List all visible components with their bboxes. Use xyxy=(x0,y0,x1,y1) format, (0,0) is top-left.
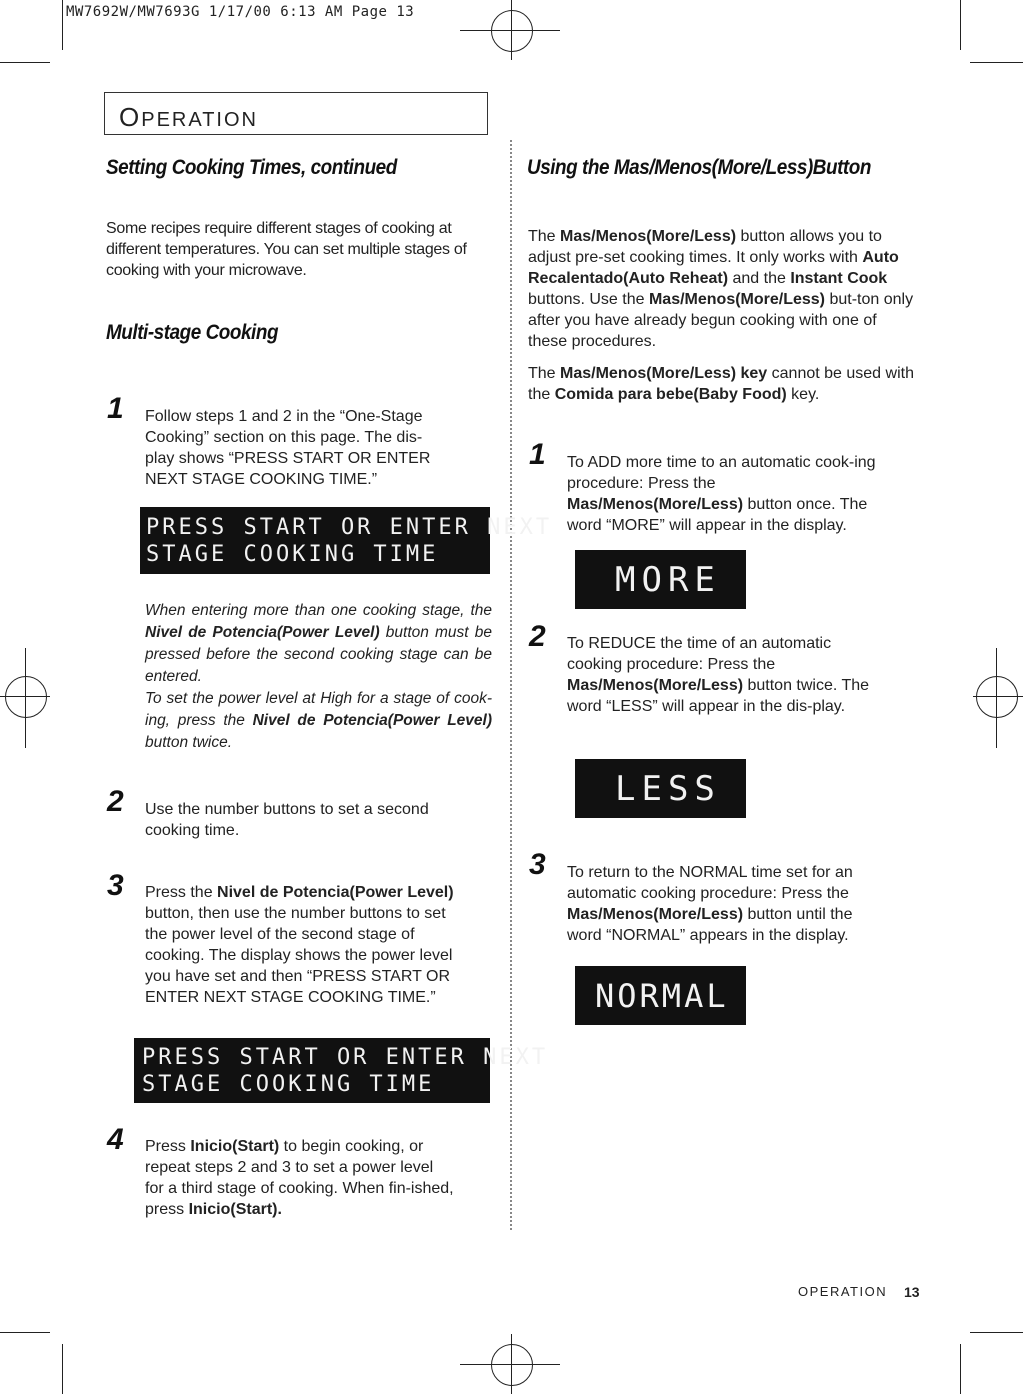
step-text: Follow steps 1 and 2 in the “One-Stage Cooking” section on this page. The dis-play shows “PRESS START OR ENTER NEXT STAGE COOKING TIME.” xyxy=(145,408,431,488)
step-number: 1 xyxy=(107,392,124,425)
step-number: 2 xyxy=(529,620,546,653)
note-text: When entering more than one cooking stage, the Nivel de Potencia(Power Level) button must be pressed before the second cooking stage can be entered. xyxy=(145,602,492,685)
crop-mark xyxy=(970,1332,1023,1333)
step-text: Press the Nivel de Potencia(Power Level) button, then use the number buttons to set the power level of the second stage of cooking. The display shows the power level you have set and then “PRESS START OR ENTER NEXT STAGE COOKING TIME.” xyxy=(145,884,454,1006)
right-paragraph: The Mas/Menos(More/Less) button allows you to adjust pre-set cooking times. It only works with Auto Recalentado(Auto Reheat) and the Instant Cook buttons. Use the Mas/Menos(More/Less) but-ton only after you have already begun cooking with one of these procedures. xyxy=(528,228,914,350)
section-title: OPERATION xyxy=(119,102,258,132)
registration-mark-top xyxy=(491,10,533,52)
step-text: To ADD more time to an automatic cook-ing procedure: Press the Mas/Menos(More/Less) button once. The word “MORE” will appear in the display. xyxy=(567,454,876,534)
crop-mark xyxy=(960,1344,961,1394)
lcd-line: MORE xyxy=(615,560,721,600)
registration-mark-top-h xyxy=(460,30,560,31)
step-number: 3 xyxy=(529,848,546,881)
crop-mark xyxy=(960,0,961,50)
step-text: Use the number buttons to set a second cooking time. xyxy=(145,801,429,839)
crop-mark xyxy=(62,1344,63,1394)
registration-mark-left xyxy=(5,676,47,718)
footer-label: OPERATION xyxy=(798,1284,888,1299)
right-title: Using the Mas/Menos(More/Less)Button xyxy=(527,156,871,179)
step-number: 3 xyxy=(107,869,124,902)
lcd-line: STAGE COOKING TIME xyxy=(146,542,439,567)
step-text: To return to the NORMAL time set for an automatic cooking procedure: Press the Mas/Menos(More/Less) button until the word “NORMAL” appears in the display. xyxy=(567,864,853,944)
crop-mark xyxy=(0,1332,50,1333)
page-number: 13 xyxy=(904,1284,920,1300)
registration-mark-right-h xyxy=(973,696,1023,697)
step-text: Press Inicio(Start) to begin cooking, or repeat steps 2 and 3 to set a power level for a third stage of cooking. When fin-ished, press Inicio(Start). xyxy=(145,1138,454,1218)
left-title: Setting Cooking Times, continued xyxy=(106,156,397,179)
registration-mark-right-v xyxy=(996,648,997,748)
step-number: 2 xyxy=(107,785,124,818)
registration-mark-bottom-v xyxy=(511,1334,512,1394)
lcd-display xyxy=(575,550,746,609)
lcd-display xyxy=(140,507,553,574)
left-intro: Some recipes require different stages of cooking at different temperatures. You can set multiple stages of cooking with your microwave. xyxy=(106,220,467,279)
lcd-line: LESS xyxy=(615,769,721,809)
crop-mark xyxy=(0,62,50,63)
registration-mark-top-v xyxy=(511,0,512,60)
lcd-display xyxy=(575,966,746,1025)
lcd-display xyxy=(134,1038,549,1103)
lcd-display xyxy=(575,759,746,818)
left-subtitle: Multi-stage Cooking xyxy=(106,321,279,344)
step-number: 4 xyxy=(107,1123,124,1156)
lcd-line: PRESS START OR ENTER NEXT xyxy=(146,515,553,540)
crop-mark xyxy=(970,62,1023,63)
registration-mark-left-v xyxy=(25,648,26,748)
note-text: To set the power level at High for a stage of cook-ing, press the Nivel de Potencia(Power Level) button twice. xyxy=(145,690,492,751)
print-slug: MW7692W/MW7693G 1/17/00 6:13 AM Page 13 xyxy=(66,4,415,20)
step-number: 1 xyxy=(529,438,546,471)
registration-mark-bottom-h xyxy=(460,1364,560,1365)
lcd-line: NORMAL xyxy=(595,977,729,1015)
lcd-line: STAGE COOKING TIME xyxy=(142,1072,435,1097)
registration-mark-right xyxy=(976,676,1018,718)
step-text: To REDUCE the time of an automatic cooking procedure: Press the Mas/Menos(More/Less) button twice. The word “LESS” will appear in the dis-play. xyxy=(567,635,870,715)
crop-mark xyxy=(62,0,63,50)
lcd-line: PRESS START OR ENTER NEXT xyxy=(142,1045,549,1070)
section-header xyxy=(104,92,488,135)
right-paragraph: The Mas/Menos(More/Less) key cannot be used with the Comida para bebe(Baby Food) key. xyxy=(528,365,914,403)
registration-mark-bottom xyxy=(491,1344,533,1386)
